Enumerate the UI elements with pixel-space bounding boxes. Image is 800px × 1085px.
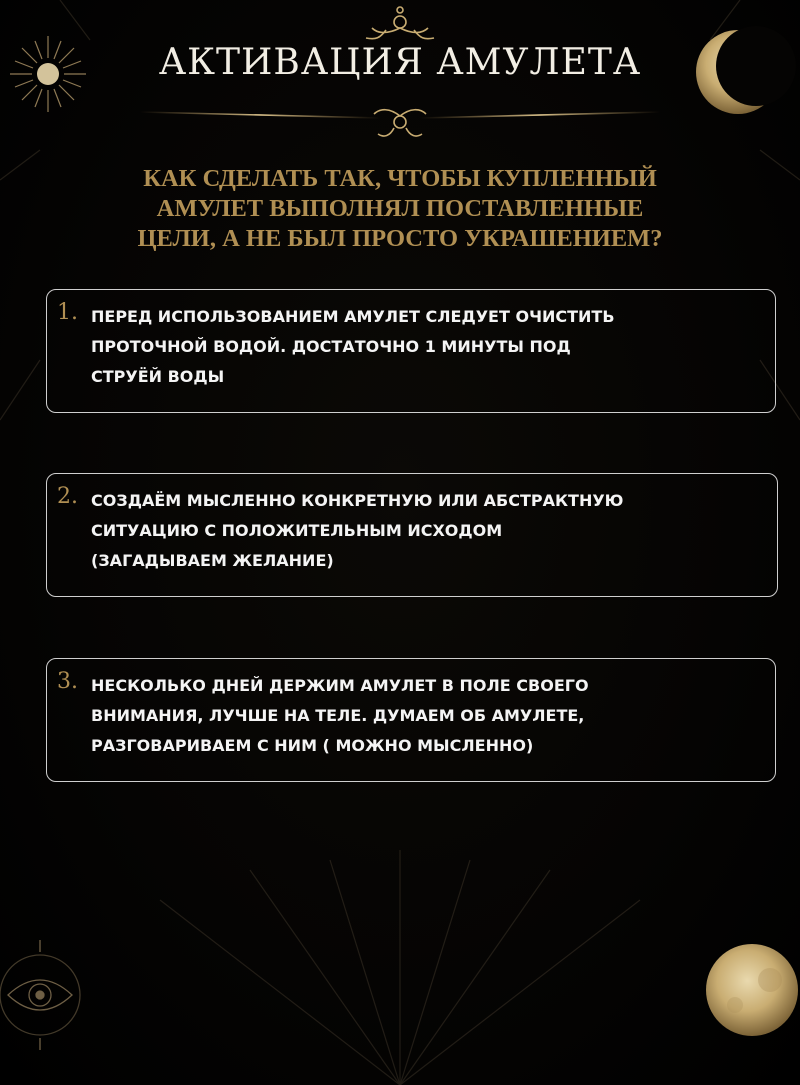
question-heading — [40, 164, 760, 254]
step-text-line: РАЗГОВАРИВАЕМ С НИМ ( МОЖНО МЫСЛЕННО) — [91, 736, 534, 755]
question-line: АМУЛЕТ ВЫПОЛНЯЛ ПОСТАВЛЕННЫЕ — [156, 195, 644, 222]
step-card-2 — [46, 473, 778, 597]
step-card-1 — [46, 289, 776, 413]
step-text-line: ПРОТОЧНОЙ ВОДОЙ. ДОСТАТОЧНО 1 МИНУТЫ ПОД — [91, 337, 571, 356]
step-number: 2. — [57, 484, 78, 509]
step-text-line: НЕСКОЛЬКО ДНЕЙ ДЕРЖИМ АМУЛЕТ В ПОЛЕ СВОЕГО — [91, 676, 589, 695]
flourish-ornament-icon — [230, 7, 570, 40]
step-text-line: ВНИМАНИЯ, ЛУЧШЕ НА ТЕЛЕ. ДУМАЕМ ОБ АМУЛЕТЕ, — [91, 706, 585, 725]
step-card-3 — [46, 658, 776, 782]
full-moon-icon — [706, 944, 798, 1036]
step-number: 3. — [57, 669, 78, 694]
question-line: ЦЕЛИ, А НЕ БЫЛ ПРОСТО УКРАШЕНИЕМ? — [137, 225, 663, 252]
step-text-line: СИТУАЦИЮ С ПОЛОЖИТЕЛЬНЫМ ИСХОДОМ — [91, 521, 503, 540]
flourish-ornament-icon — [140, 110, 660, 136]
step-text-line: СТРУЁЙ ВОДЫ — [91, 367, 225, 386]
step-text-line: СОЗДАЁМ МЫСЛЕННО КОНКРЕТНУЮ ИЛИ АБСТРАКТНУЮ — [91, 491, 624, 510]
step-text-line: (ЗАГАДЫВАЕМ ЖЕЛАНИЕ) — [91, 551, 334, 570]
step-text-line: ПЕРЕД ИСПОЛЬЗОВАНИЕМ АМУЛЕТ СЛЕДУЕТ ОЧИСТИТЬ — [91, 307, 615, 326]
eye-icon — [0, 940, 80, 1050]
page-title: АКТИВАЦИЯ АМУЛЕТА — [158, 42, 642, 83]
step-number: 1. — [57, 300, 78, 325]
question-line: КАК СДЕЛАТЬ ТАК, ЧТОБЫ КУПЛЕННЫЙ — [143, 165, 657, 192]
